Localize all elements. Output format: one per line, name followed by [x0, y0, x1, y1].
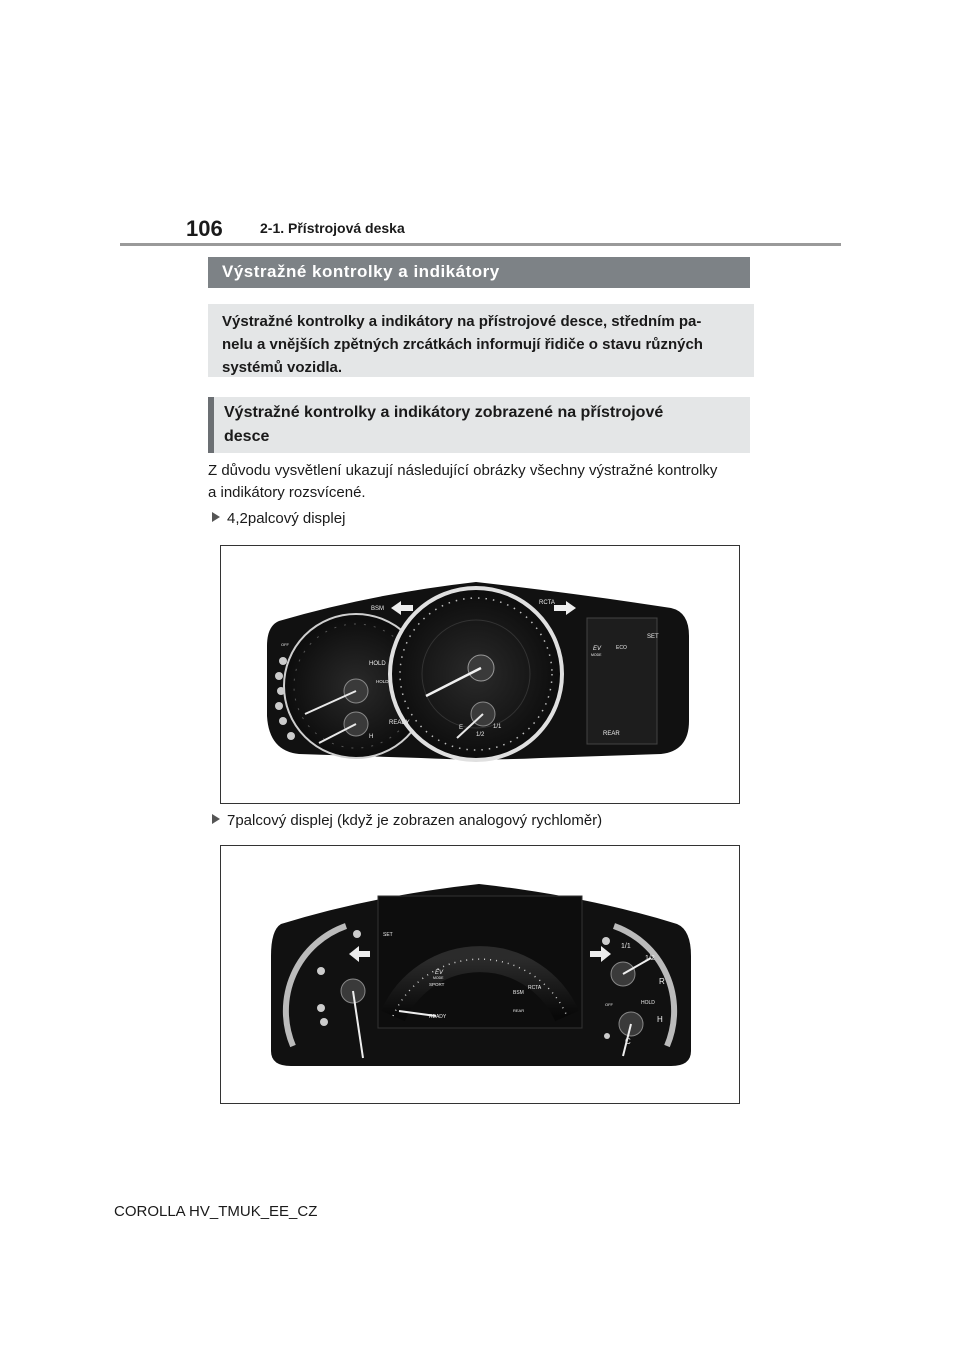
cluster-4-2-illustration: [221, 546, 739, 803]
label-rcta: RCTA: [528, 985, 542, 991]
label-fuel-full: 1/1: [621, 943, 631, 950]
seatbelt-indicator-icon: [317, 967, 325, 975]
brake-indicator-icon: [287, 732, 295, 740]
footer-text: COROLLA HV_TMUK_EE_CZ: [114, 1203, 318, 1220]
body-line: a indikátory rozsvícené.: [208, 484, 366, 501]
security-indicator-icon: [604, 1033, 610, 1039]
triangle-bullet-icon: [212, 814, 220, 824]
lane-indicator-icon: [353, 930, 361, 938]
label-bsm: BSM: [371, 606, 385, 612]
label-fuel-half: 1/2: [645, 955, 655, 962]
label-hold: HOLD: [641, 1000, 655, 1006]
label-fuel-e: E: [459, 725, 464, 731]
label-rear: REAR: [603, 731, 620, 737]
figure-cluster-7-inch: [220, 845, 740, 1104]
label-ev-mode: EV: [435, 970, 444, 976]
label-hold-small: HOLD: [376, 679, 389, 684]
label-hold: HOLD: [369, 661, 386, 667]
bullet-text: 4,2palcový displej: [227, 510, 346, 527]
intro-line: systémů vozidla.: [222, 359, 343, 376]
label-ev-mode: EV: [593, 646, 602, 652]
intro-line: nelu a vnějších zpětných zrcátkách informují řidiče o stavu různých: [222, 336, 703, 353]
airbag-indicator-icon: [275, 672, 283, 680]
label-ev-mode-sub: MODE: [591, 653, 602, 657]
bullet-item: [212, 510, 345, 527]
bullet-text: 7palcový displej (když je zobrazen analogový rychloměr): [227, 812, 603, 829]
battery-indicator-icon: [602, 937, 610, 945]
label-off: OFF: [281, 642, 289, 647]
page-number: 106: [186, 216, 223, 241]
bullet-item: [212, 812, 602, 829]
subheading-box: [208, 397, 750, 453]
intro-box: [208, 304, 754, 377]
label-rcta: RCTA: [539, 600, 555, 606]
lane-indicator-icon: [279, 717, 287, 725]
label-set: SET: [647, 634, 659, 640]
label-fuel-r: R: [659, 977, 665, 986]
label-fuel-full: 1/1: [493, 724, 502, 730]
label-temp-h: H: [369, 734, 374, 740]
brake-indicator-icon: [317, 1004, 325, 1012]
figure-cluster-4-2-inch: [220, 545, 740, 804]
triangle-bullet-icon: [212, 512, 220, 522]
label-ready: READY: [429, 1014, 447, 1020]
header-rule: [120, 243, 841, 246]
label-ev-mode-sub: MODE: [433, 976, 444, 980]
label-eco: ECO: [616, 645, 627, 651]
label-temp-h: H: [657, 1015, 663, 1024]
subheading-line: desce: [224, 428, 270, 445]
section-header: 2-1. Přístrojová deska: [260, 220, 405, 236]
label-temp-c: C: [625, 1037, 631, 1046]
epb-indicator-icon: [320, 1018, 328, 1026]
section-title: Výstražné kontrolky a indikátory: [222, 262, 500, 281]
label-bsm: BSM: [513, 990, 524, 996]
cluster-7-illustration: [221, 846, 739, 1103]
subheading-line: Výstražné kontrolky a indikátory zobrazené na přístrojové: [224, 404, 664, 421]
body-paragraph: [208, 460, 753, 504]
warning-indicator-icon: [279, 657, 287, 665]
seatbelt-indicator-icon: [275, 702, 283, 710]
label-fuel-half: 1/2: [476, 732, 485, 738]
label-rear: REAR: [513, 1008, 525, 1013]
intro-line: Výstražné kontrolky a indikátory na přístrojové desce, středním pa-: [222, 313, 702, 330]
body-line: Z důvodu vysvětlení ukazují následující obrázky všechny výstražné kontrolky: [208, 462, 718, 479]
traction-indicator-icon: [277, 687, 285, 695]
label-set: SET: [383, 932, 393, 938]
label-sport: SPORT: [429, 982, 445, 987]
section-title-bar: [208, 257, 750, 288]
label-ready: READY: [389, 720, 410, 726]
label-off: OFF: [605, 1002, 613, 1007]
